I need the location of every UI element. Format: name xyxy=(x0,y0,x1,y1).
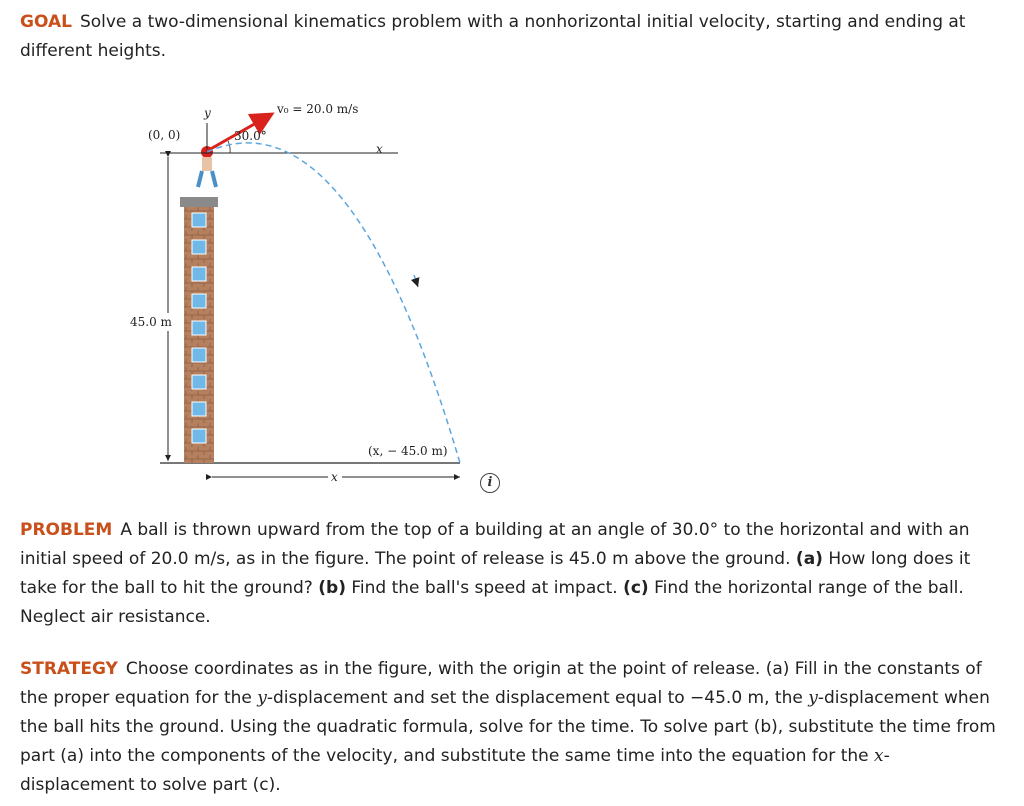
x-axis-label: x xyxy=(376,142,383,156)
strategy-var-y2: y xyxy=(808,688,818,708)
strategy-text-2: -displacement and set the displacement equal to −45.0 m, the xyxy=(266,688,803,708)
strategy-text-1: Choose coordinates as in the figure, with the origin at the point of release. (a) Fill in the constants of the proper equation for the xyxy=(20,659,982,708)
goal-paragraph xyxy=(20,8,1000,66)
strategy-label: STRATEGY xyxy=(20,659,118,679)
angle-arc xyxy=(228,141,230,153)
strategy-text-3: -displacement when the ball hits the ground. Using the quadratic formula, solve for the time. To solve part (b), substitute the time from part (a) into the components of the velocity, and substitute the same time into the equation for the xyxy=(20,688,996,766)
part-b-label: (b) xyxy=(318,578,346,598)
velocity-label: v₀ = 20.0 m/s xyxy=(277,102,359,116)
part-a-text: How long does it take for the ball to hit the ground? xyxy=(20,549,971,598)
building-windows xyxy=(192,213,206,443)
angle-label: 30.0° xyxy=(234,129,267,143)
part-c-text: Find the horizontal range of the ball. Neglect air resistance. xyxy=(20,578,964,627)
strategy-var-x: x xyxy=(874,746,884,766)
part-c-label: (c) xyxy=(623,578,649,598)
origin-label: (0, 0) xyxy=(148,128,181,142)
building-roof xyxy=(180,197,218,207)
height-label: 45.0 m xyxy=(130,315,172,329)
problem-text: A ball is thrown upward from the top of a building at an angle of 30.0° to the horizontal and with an initial speed of 20.0 m/s, as in the figure. The point of release is 45.0 m above the ground. xyxy=(20,520,970,569)
part-b-text: Find the ball's speed at impact. xyxy=(351,578,618,598)
impact-label: (x, − 45.0 m) xyxy=(368,444,448,458)
trajectory-path xyxy=(207,143,460,463)
strategy-var-y1: y xyxy=(257,688,267,708)
building-projectile-figure xyxy=(120,95,500,495)
part-a-label: (a) xyxy=(795,549,823,569)
range-label: x xyxy=(331,470,338,484)
strategy-text-4: -displacement to solve part (c). xyxy=(20,746,890,795)
strategy-paragraph xyxy=(20,655,1000,800)
problem-label: PROBLEM xyxy=(20,520,113,540)
goal-label: GOAL xyxy=(20,12,72,32)
problem-paragraph xyxy=(20,516,1000,632)
goal-text: Solve a two-dimensional kinematics problem with a nonhorizontal initial velocity, starting and ending at different heights. xyxy=(20,12,966,61)
y-axis-label: y xyxy=(204,106,211,120)
info-icon[interactable]: i xyxy=(480,473,500,493)
